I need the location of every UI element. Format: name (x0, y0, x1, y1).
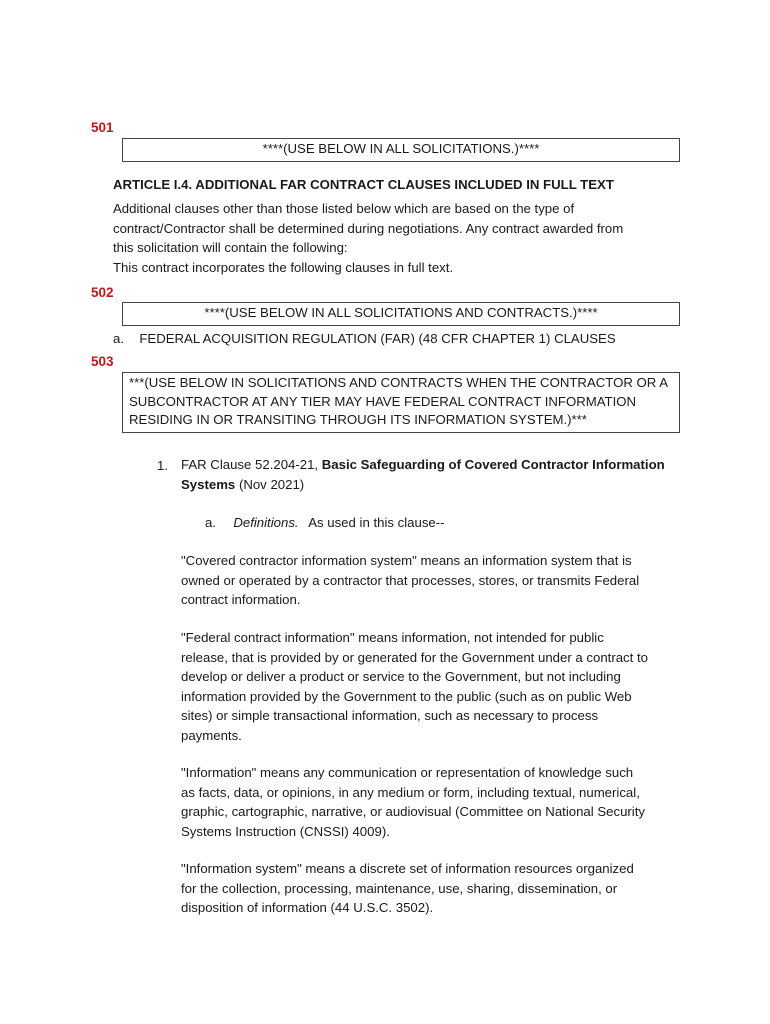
far-item-marker: a. (113, 331, 124, 346)
definition-line: for the collection, processing, maintenance, use, sharing, dissemination, or (181, 880, 618, 896)
definition-line: information provided by the Government to the public (such as on public Web (181, 688, 632, 704)
definition-line: "Federal contract information" means information, not intended for public (181, 630, 604, 645)
definition-line: "Information" means any communication or representation of knowledge such (181, 765, 634, 780)
clause-title-line1: Basic Safeguarding of Covered Contractor Information (321, 457, 665, 472)
section-marker-501: 501 (91, 120, 114, 135)
section-marker-502: 502 (91, 285, 114, 300)
definitions-item (205, 513, 445, 532)
far-clause-heading (181, 455, 691, 494)
definition-line: "Covered contractor information system" means an information system that is (181, 553, 632, 568)
definition-line: payments. (181, 727, 242, 743)
definition-line: Systems Instruction (CNSSI) 4009). (181, 823, 390, 839)
definition-line: release, that is provided by or generated for the Government under a contract to (181, 649, 648, 665)
definition-covered-system (181, 551, 701, 610)
solicitation-instruction-text: ****(USE BELOW IN ALL SOLICITATIONS.)**** (262, 141, 540, 156)
definition-line: as facts, data, or opinions, in any medium or form, including textual, numerical, (181, 784, 640, 800)
definition-line: disposition of information (44 U.S.C. 3502). (181, 900, 434, 916)
definitions-label: Definitions. (233, 515, 299, 530)
intro-line: This contract incorporates the following clauses in full text. (113, 259, 454, 275)
clause-title-line2: Systems (181, 476, 236, 492)
intro-line: Additional clauses other than those listed below which are based on the type of (113, 201, 575, 216)
clause-number: 1. (157, 458, 168, 473)
definition-line: sites) or simple transactional information, such as necessary to process (181, 708, 599, 724)
solicitation-instruction-box (122, 138, 680, 162)
clause-date: (Nov 2021) (238, 476, 305, 492)
clause-prefix: FAR Clause 52.204-21, (181, 457, 319, 472)
far-clauses-item (113, 329, 616, 348)
definitions-text: As used in this clause-- (308, 515, 445, 530)
definitions-marker: a. (205, 515, 216, 530)
solicitation-contract-instruction-text: ****(USE BELOW IN ALL SOLICITATIONS AND CONTRACTS.)**** (204, 305, 598, 320)
instruction-line: SUBCONTRACTOR AT ANY TIER MAY HAVE FEDERAL CONTRACT INFORMATION (129, 393, 637, 409)
definition-line: "Information system" means a discrete set of information resources organized (181, 861, 634, 876)
definition-information (181, 763, 701, 841)
intro-line: contract/Contractor shall be determined during negotiations. Any contract awarded from (113, 220, 624, 236)
definition-line: graphic, cartographic, narrative, or audiovisual (Committee on National Security (181, 804, 645, 820)
instruction-line: ***(USE BELOW IN SOLICITATIONS AND CONTRACTS WHEN THE CONTRACTOR OR A (129, 375, 669, 390)
intro-line: this solicitation will contain the following: (113, 240, 348, 256)
definition-line: owned or operated by a contractor that processes, stores, or transmits Federal (181, 572, 640, 588)
definition-line: contract information. (181, 592, 301, 608)
section-marker-503: 503 (91, 354, 114, 369)
definition-federal-contract-information (181, 628, 701, 746)
article-heading: ARTICLE I.4. ADDITIONAL FAR CONTRACT CLAUSES INCLUDED IN FULL TEXT (113, 177, 614, 192)
far-item-text: FEDERAL ACQUISITION REGULATION (FAR) (48 CFR CHAPTER 1) CLAUSES (139, 331, 616, 346)
federal-contract-info-instruction-box (122, 372, 680, 433)
intro-paragraph (113, 199, 693, 277)
definition-line: develop or deliver a product or service to the Government, but not including (181, 669, 621, 685)
instruction-line: RESIDING IN OR TRANSITING THROUGH ITS INFORMATION SYSTEM.)*** (129, 412, 587, 428)
solicitation-contract-instruction-box (122, 302, 680, 326)
definition-information-system (181, 859, 701, 918)
